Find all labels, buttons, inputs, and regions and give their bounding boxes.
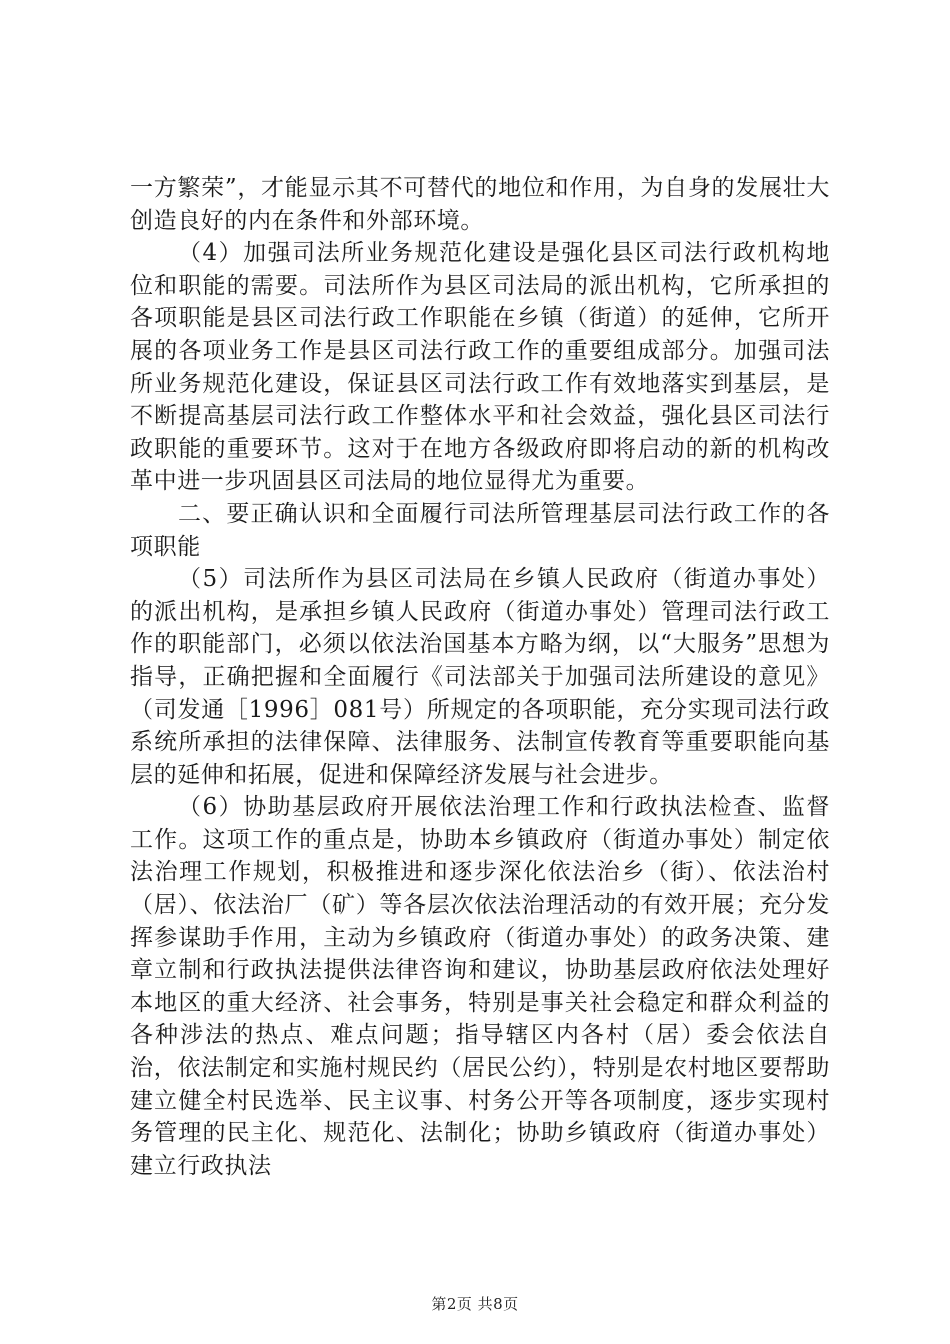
paragraph-item-6: （6）协助基层政府开展依法治理工作和行政执法检查、监督工作。这项工作的重点是，协助本乡镇政府（街道办事处）制定依法治理工作规划，积极推进和逐步深化依法治乡（街）、依法治村（居）、依法治厂（矿）等各层次依法治理活动的有效开展；充分发挥参谋助手作用，主动为乡镇政府（街道办事处）的政务决策、建章立制和行政执法提供法律咨询和建议，协助基层政府依法处理好本地区的重大经济、社会事务，特别是事关社会稳定和群众利益的各种涉法的热点、难点问题；指导辖区内各村（居）委会依法自治，依法制定和实施村规民约（居民公约），特别是农村地区要帮助建立健全村民选举、民主议事、村务公开等各项制度，逐步实现村务管理的民主化、规范化、法制化；协助乡镇政府（街道办事处）建立行政执法 xyxy=(130,794,830,1179)
document-body xyxy=(130,172,830,1182)
paragraph-item-5: （5）司法所作为县区司法局在乡镇人民政府（街道办事处）的派出机构，是承担乡镇人民政府（街道办事处）管理司法行政工作的职能部门，必须以依法治国基本方略为纲，以“大服务”思想为指导，正确把握和全面履行《司法部关于加强司法所建设的意见》（司发通［1996］081号）所规定的各项职能，充分实现司法行政系统所承担的法律保障、法律服务、法制宣传教育等重要职能向基层的延伸和拓展，促进和保障经济发展与社会进步。 xyxy=(130,566,830,788)
paragraph-item-4: （4）加强司法所业务规范化建设是强化县区司法行政机构地位和职能的需要。司法所作为县区司法局的派出机构，它所承担的各项职能是县区司法行政工作职能在乡镇（街道）的延伸，它所开展的各项业务工作是县区司法行政工作的重要组成部分。加强司法所业务规范化建设，保证县区司法行政工作有效地落实到基层，是不断提高基层司法行政工作整体水平和社会效益，强化县区司法行政职能的重要环节。这对于在地方各级政府即将启动的新的机构改革中进一步巩固县区司法局的地位显得尤为重要。 xyxy=(130,240,830,495)
paragraph-continuation: 一方繁荣”，才能显示其不可替代的地位和作用，为自身的发展壮大创造良好的内在条件和外部环境。 xyxy=(130,175,830,234)
section-heading-2: 二、要正确认识和全面履行司法所管理基层司法行政工作的各项职能 xyxy=(130,500,830,560)
page-footer: 第2页 共8页 xyxy=(431,1295,519,1313)
